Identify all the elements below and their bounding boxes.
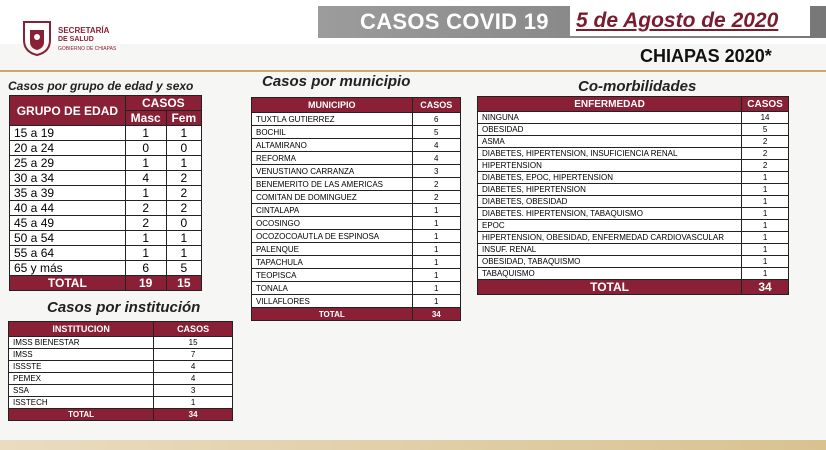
gold-divider (0, 70, 826, 72)
municipio-name-cell: REFORMA (252, 152, 413, 165)
municipio-cases-cell: 1 (412, 217, 460, 230)
municipio-cases-cell: 1 (412, 243, 460, 256)
municipio-cases-cell: 1 (412, 256, 460, 269)
col-disease-header: ENFERMEDAD (478, 97, 742, 112)
col-mun-header: MUNICIPIO (252, 98, 413, 113)
age-group-cell: 55 a 64 (10, 246, 126, 261)
municipio-cases-cell: 2 (412, 178, 460, 191)
municipio-row (252, 256, 461, 269)
age-row (10, 201, 202, 216)
comorbidity-section-title: Co-morbilidades (578, 78, 697, 95)
masc-cell: 2 (125, 201, 166, 216)
municipio-name-cell: VILLAFLORES (252, 295, 413, 308)
municipio-cases-cell: 4 (412, 152, 460, 165)
mun-total-label: TOTAL (252, 308, 413, 321)
logo-text-line2: DE SALUD (58, 36, 94, 43)
col-mun-cases-header: CASOS (412, 98, 460, 113)
municipio-cases-cell: 2 (412, 191, 460, 204)
comorbidity-row (478, 256, 789, 268)
age-total-label: TOTAL (10, 276, 126, 291)
col-group-header: GRUPO DE EDAD (10, 96, 126, 126)
institution-row (9, 373, 233, 385)
disease-cases-cell: 1 (742, 196, 789, 208)
comorbidity-row (478, 244, 789, 256)
municipio-row (252, 204, 461, 217)
disease-cases-cell: 1 (742, 268, 789, 280)
inst-total-row (9, 409, 233, 421)
disease-cases-cell: 1 (742, 172, 789, 184)
logo-text-line1: SECRETARÍA (58, 26, 110, 35)
disease-name-cell: NINGUNA (478, 112, 742, 124)
shield-logo-icon (22, 20, 52, 56)
municipio-name-cell: TUXTLA GUTIERREZ (252, 113, 413, 126)
age-group-cell: 30 a 34 (10, 171, 126, 186)
age-total-row (10, 276, 202, 291)
comorbidity-row (478, 268, 789, 280)
comorbidity-row (478, 112, 789, 124)
masc-cell: 2 (125, 216, 166, 231)
col-masc-header: Masc (125, 111, 166, 126)
col-inst-cases-header: CASOS (154, 322, 233, 337)
institution-row (9, 361, 233, 373)
municipio-row (252, 178, 461, 191)
disease-name-cell: OBESIDAD (478, 124, 742, 136)
municipio-cases-cell: 1 (412, 204, 460, 217)
disease-cases-cell: 1 (742, 244, 789, 256)
institution-table (8, 321, 233, 421)
age-row (10, 261, 202, 276)
comorbidity-row (478, 232, 789, 244)
municipio-name-cell: TEOPISCA (252, 269, 413, 282)
fem-cell: 2 (166, 186, 201, 201)
age-row (10, 186, 202, 201)
age-table (9, 95, 202, 291)
comorbidity-row (478, 208, 789, 220)
disease-cases-cell: 1 (742, 220, 789, 232)
municipio-name-cell: OCOZOCOAUTLA DE ESPINOSA (252, 230, 413, 243)
institution-cases-cell: 3 (154, 385, 233, 397)
age-row (10, 126, 202, 141)
disease-name-cell: HIPERTENSION, OBESIDAD, ENFERMEDAD CARDIOVASCULAR (478, 232, 742, 244)
municipio-name-cell: ALTAMIRANO (252, 139, 413, 152)
age-row (10, 141, 202, 156)
col-cases-header: CASOS (125, 96, 201, 111)
comorbidity-row (478, 148, 789, 160)
municipio-name-cell: COMITAN DE DOMINGUEZ (252, 191, 413, 204)
page-title: CASOS COVID 19 (360, 9, 549, 34)
municipio-cases-cell: 1 (412, 269, 460, 282)
municipio-row (252, 295, 461, 308)
mun-total-row (252, 308, 461, 321)
institution-name-cell: SSA (9, 385, 154, 397)
col-com-cases-header: CASOS (742, 97, 789, 112)
age-row (10, 171, 202, 186)
masc-cell: 4 (125, 171, 166, 186)
report-date: 5 de Agosto de 2020 (576, 9, 779, 32)
institution-row (9, 385, 233, 397)
age-group-cell: 35 a 39 (10, 186, 126, 201)
municipio-row (252, 217, 461, 230)
disease-name-cell: DIABETES. HIPERTENSION, TABAQUISMO (478, 208, 742, 220)
age-group-cell: 25 a 29 (10, 156, 126, 171)
institution-cases-cell: 7 (154, 349, 233, 361)
municipio-cases-cell: 1 (412, 230, 460, 243)
institution-row (9, 397, 233, 409)
disease-name-cell: INSUF. RENAL (478, 244, 742, 256)
comorbidity-row (478, 220, 789, 232)
age-group-cell: 50 a 54 (10, 231, 126, 246)
disease-cases-cell: 2 (742, 160, 789, 172)
inst-total-value: 34 (154, 409, 233, 421)
disease-name-cell: DIABETES, HIPERTENSION, INSUFICIENCIA RENAL (478, 148, 742, 160)
disease-cases-cell: 1 (742, 184, 789, 196)
disease-cases-cell: 2 (742, 148, 789, 160)
municipio-name-cell: TONALA (252, 282, 413, 295)
municipio-name-cell: OCOSINGO (252, 217, 413, 230)
institution-cases-cell: 1 (154, 397, 233, 409)
age-group-cell: 65 y más (10, 261, 126, 276)
fem-cell: 1 (166, 156, 201, 171)
disease-name-cell: DIABETES, EPOC, HIPERTENSION (478, 172, 742, 184)
fem-cell: 1 (166, 246, 201, 261)
disease-name-cell: HIPERTENSION (478, 160, 742, 172)
fem-cell: 0 (166, 141, 201, 156)
age-total-fem: 15 (166, 276, 201, 291)
masc-cell: 0 (125, 141, 166, 156)
masc-cell: 1 (125, 156, 166, 171)
masc-cell: 1 (125, 186, 166, 201)
comorbidity-row (478, 196, 789, 208)
institution-name-cell: ISSSTE (9, 361, 154, 373)
footer-band (0, 440, 826, 450)
age-row (10, 231, 202, 246)
disease-name-cell: ASMA (478, 136, 742, 148)
municipio-table (251, 97, 461, 321)
masc-cell: 1 (125, 126, 166, 141)
disease-name-cell: TABAQUISMO (478, 268, 742, 280)
mun-total-value: 34 (412, 308, 460, 321)
municipio-cases-cell: 5 (412, 126, 460, 139)
masc-cell: 1 (125, 246, 166, 261)
institution-name-cell: IMSS (9, 349, 154, 361)
fem-cell: 1 (166, 231, 201, 246)
disease-cases-cell: 14 (742, 112, 789, 124)
municipio-name-cell: CINTALAPA (252, 204, 413, 217)
municipio-row (252, 165, 461, 178)
col-inst-header: INSTITUCION (9, 322, 154, 337)
fem-cell: 2 (166, 201, 201, 216)
municipio-name-cell: PALENQUE (252, 243, 413, 256)
institution-section-title: Casos por institución (47, 299, 201, 316)
comorbidity-row (478, 136, 789, 148)
municipio-name-cell: TAPACHULA (252, 256, 413, 269)
comorbidity-table (477, 96, 789, 295)
municipio-row (252, 243, 461, 256)
age-total-masc: 19 (125, 276, 166, 291)
fem-cell: 2 (166, 171, 201, 186)
disease-name-cell: DIABETES, HIPERTENSION (478, 184, 742, 196)
disease-name-cell: DIABETES, OBESIDAD (478, 196, 742, 208)
municipio-row (252, 269, 461, 282)
fem-cell: 1 (166, 126, 201, 141)
institution-cases-cell: 15 (154, 337, 233, 349)
age-section-title: Casos por grupo de edad y sexo (8, 79, 194, 93)
municipio-row (252, 282, 461, 295)
municipio-name-cell: BENEMERITO DE LAS AMERICAS (252, 178, 413, 191)
institution-name-cell: IMSS BIENESTAR (9, 337, 154, 349)
institution-name-cell: PEMEX (9, 373, 154, 385)
disease-name-cell: EPOC (478, 220, 742, 232)
institution-cases-cell: 4 (154, 373, 233, 385)
disease-cases-cell: 1 (742, 208, 789, 220)
municipio-name-cell: BOCHIL (252, 126, 413, 139)
municipio-row (252, 230, 461, 243)
masc-cell: 1 (125, 231, 166, 246)
disease-cases-cell: 1 (742, 256, 789, 268)
municipio-section-title: Casos por municipio (262, 73, 411, 90)
logo-text-line3: GOBIERNO DE CHIAPAS (58, 46, 117, 52)
masc-cell: 6 (125, 261, 166, 276)
institution-row (9, 349, 233, 361)
comorbidity-row (478, 172, 789, 184)
inst-total-label: TOTAL (9, 409, 154, 421)
age-row (10, 216, 202, 231)
municipio-cases-cell: 4 (412, 139, 460, 152)
municipio-row (252, 152, 461, 165)
municipio-cases-cell: 1 (412, 295, 460, 308)
institution-cases-cell: 4 (154, 361, 233, 373)
municipio-row (252, 113, 461, 126)
com-total-row (478, 280, 789, 295)
institution-row (9, 337, 233, 349)
municipio-row (252, 139, 461, 152)
age-group-cell: 15 a 19 (10, 126, 126, 141)
municipio-cases-cell: 6 (412, 113, 460, 126)
municipio-row (252, 191, 461, 204)
disease-cases-cell: 1 (742, 232, 789, 244)
com-total-value: 34 (742, 280, 789, 295)
fem-cell: 5 (166, 261, 201, 276)
com-total-label: TOTAL (478, 280, 742, 295)
disease-name-cell: OBESIDAD, TABAQUISMO (478, 256, 742, 268)
institution-name-cell: ISSTECH (9, 397, 154, 409)
age-group-cell: 40 a 44 (10, 201, 126, 216)
comorbidity-row (478, 124, 789, 136)
municipio-name-cell: VENUSTIANO CARRANZA (252, 165, 413, 178)
municipio-cases-cell: 3 (412, 165, 460, 178)
comorbidity-row (478, 160, 789, 172)
age-row (10, 246, 202, 261)
region-label: CHIAPAS 2020* (640, 46, 772, 66)
municipio-row (252, 126, 461, 139)
col-fem-header: Fem (166, 111, 201, 126)
age-row (10, 156, 202, 171)
disease-cases-cell: 2 (742, 136, 789, 148)
age-group-cell: 45 a 49 (10, 216, 126, 231)
municipio-cases-cell: 1 (412, 282, 460, 295)
fem-cell: 0 (166, 216, 201, 231)
disease-cases-cell: 5 (742, 124, 789, 136)
age-group-cell: 20 a 24 (10, 141, 126, 156)
comorbidity-row (478, 184, 789, 196)
